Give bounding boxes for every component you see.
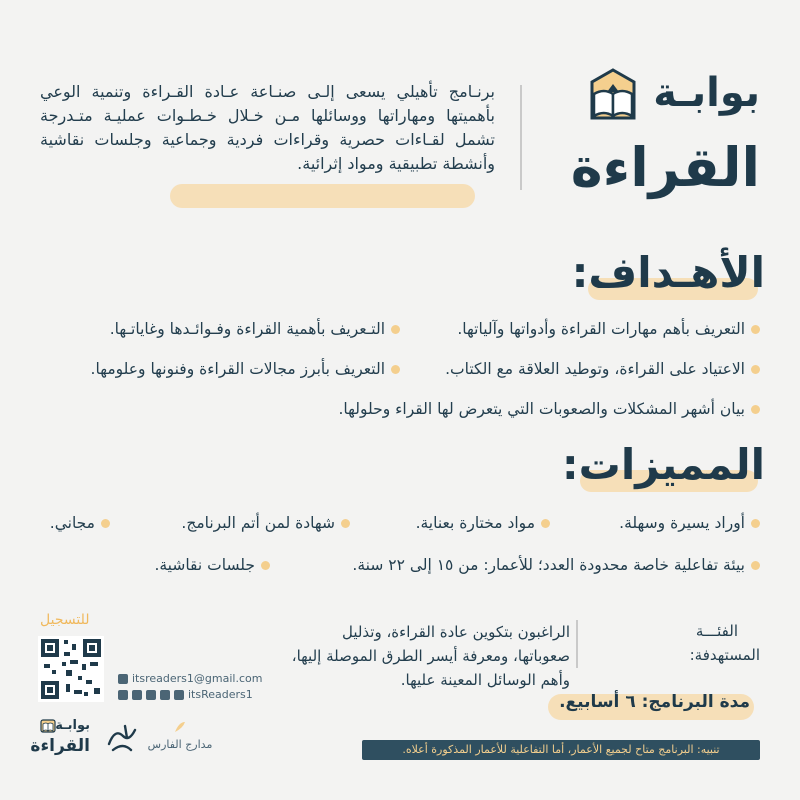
feature-item: بيئة تفاعلية خاصة محدودة العدد؛ للأعمار: من ١٥ إلى ٢٢ سنة. xyxy=(352,556,760,574)
audience-label-line1: الفئـــة xyxy=(695,622,738,640)
audience-text: الراغبون بتكوين عادة القراءة، وتذليل صعوباتها، ومعرفة أيسر الطرق الموصلة إليها، وأهم الوسائل المعينة عليها. xyxy=(291,623,570,689)
goal-item: التعريف بأبرز مجالات القراءة وفنونها وعلومها. xyxy=(91,360,400,378)
youtube-icon xyxy=(118,690,128,700)
bullet-icon xyxy=(751,519,760,528)
twitter-icon xyxy=(174,690,184,700)
bullet-icon xyxy=(341,519,350,528)
feature-item: أوراد يسيرة وسهلة. xyxy=(619,514,760,532)
social-contact[interactable]: itsReaders1 xyxy=(118,688,253,701)
mail-icon xyxy=(118,674,128,684)
bullet-icon xyxy=(101,519,110,528)
telegram-icon xyxy=(146,690,156,700)
bullet-icon xyxy=(261,561,270,570)
feather-icon xyxy=(173,720,187,734)
program-duration: مدة البرنامج: ٦ أسابيع. xyxy=(559,692,750,712)
open-book-icon xyxy=(40,718,56,734)
open-book-icon xyxy=(584,68,642,124)
notice-banner: تنبيه: البرنامج متاح لجميع الأعمار، أما التفاعلية للأعمار المذكورة أعلاه. xyxy=(362,740,760,760)
bullet-icon xyxy=(391,365,400,374)
intro-paragraph: برنـامج تأهيلي يسعى إلـى صنـاعة عـادة القـراءة وتنمية الوعي بأهميتها ومهاراتها ووسائلها مـن خـلال خـطـوات عمليـة متـدرجة تشمل لقـاءات حصرية وقراءات فردية وجماعية وجلسات نقاشية وأنشطة تطبيقية ومواد إثرائية. xyxy=(40,82,495,173)
goal-item: التعريف بأهم مهارات القراءة وأدواتها وآلياتها. xyxy=(457,320,760,338)
audience-label-line2: المستهدفة: xyxy=(689,646,760,664)
intro-highlight xyxy=(170,184,475,208)
register-label: للتسجيل xyxy=(40,612,90,628)
goal-item: التـعريف بأهمية القراءة وفـوائـدها وغاياتـها. xyxy=(110,320,400,338)
bullet-icon xyxy=(541,519,550,528)
footer-logo: بوابـة القراءة xyxy=(30,718,90,756)
logo xyxy=(570,64,760,214)
features-title: المميزات: xyxy=(561,440,765,489)
bullet-icon xyxy=(391,325,400,334)
header-divider xyxy=(520,85,522,190)
signature-logo-icon xyxy=(105,722,141,756)
qr-code-icon[interactable] xyxy=(38,636,104,702)
logo-top-text: بوابـة xyxy=(653,70,760,116)
goal-item: الاعتياد على القراءة، وتوطيد العلاقة مع الكتاب. xyxy=(445,360,760,378)
goals-title: الأهـداف: xyxy=(571,248,765,297)
partner-logo: مدارج الفارس xyxy=(145,720,215,760)
logo-bottom-text: القراءة xyxy=(570,136,760,199)
feature-item: مواد مختارة بعناية. xyxy=(416,514,550,532)
goal-item: بيان أشهر المشكلات والصعوبات التي يتعرض لها القراء وحلولها. xyxy=(338,400,760,418)
bullet-icon xyxy=(751,365,760,374)
feature-item: شهادة لمن أتم البرنامج. xyxy=(181,514,350,532)
bullet-icon xyxy=(751,325,760,334)
email-contact[interactable]: itsreaders1@gmail.com xyxy=(118,672,262,685)
feature-item: جلسات نقاشية. xyxy=(154,556,270,574)
instagram-icon xyxy=(132,690,142,700)
audience-divider xyxy=(576,620,578,668)
bullet-icon xyxy=(751,561,760,570)
feature-item: مجاني. xyxy=(50,514,110,532)
facebook-icon xyxy=(160,690,170,700)
bullet-icon xyxy=(751,405,760,414)
